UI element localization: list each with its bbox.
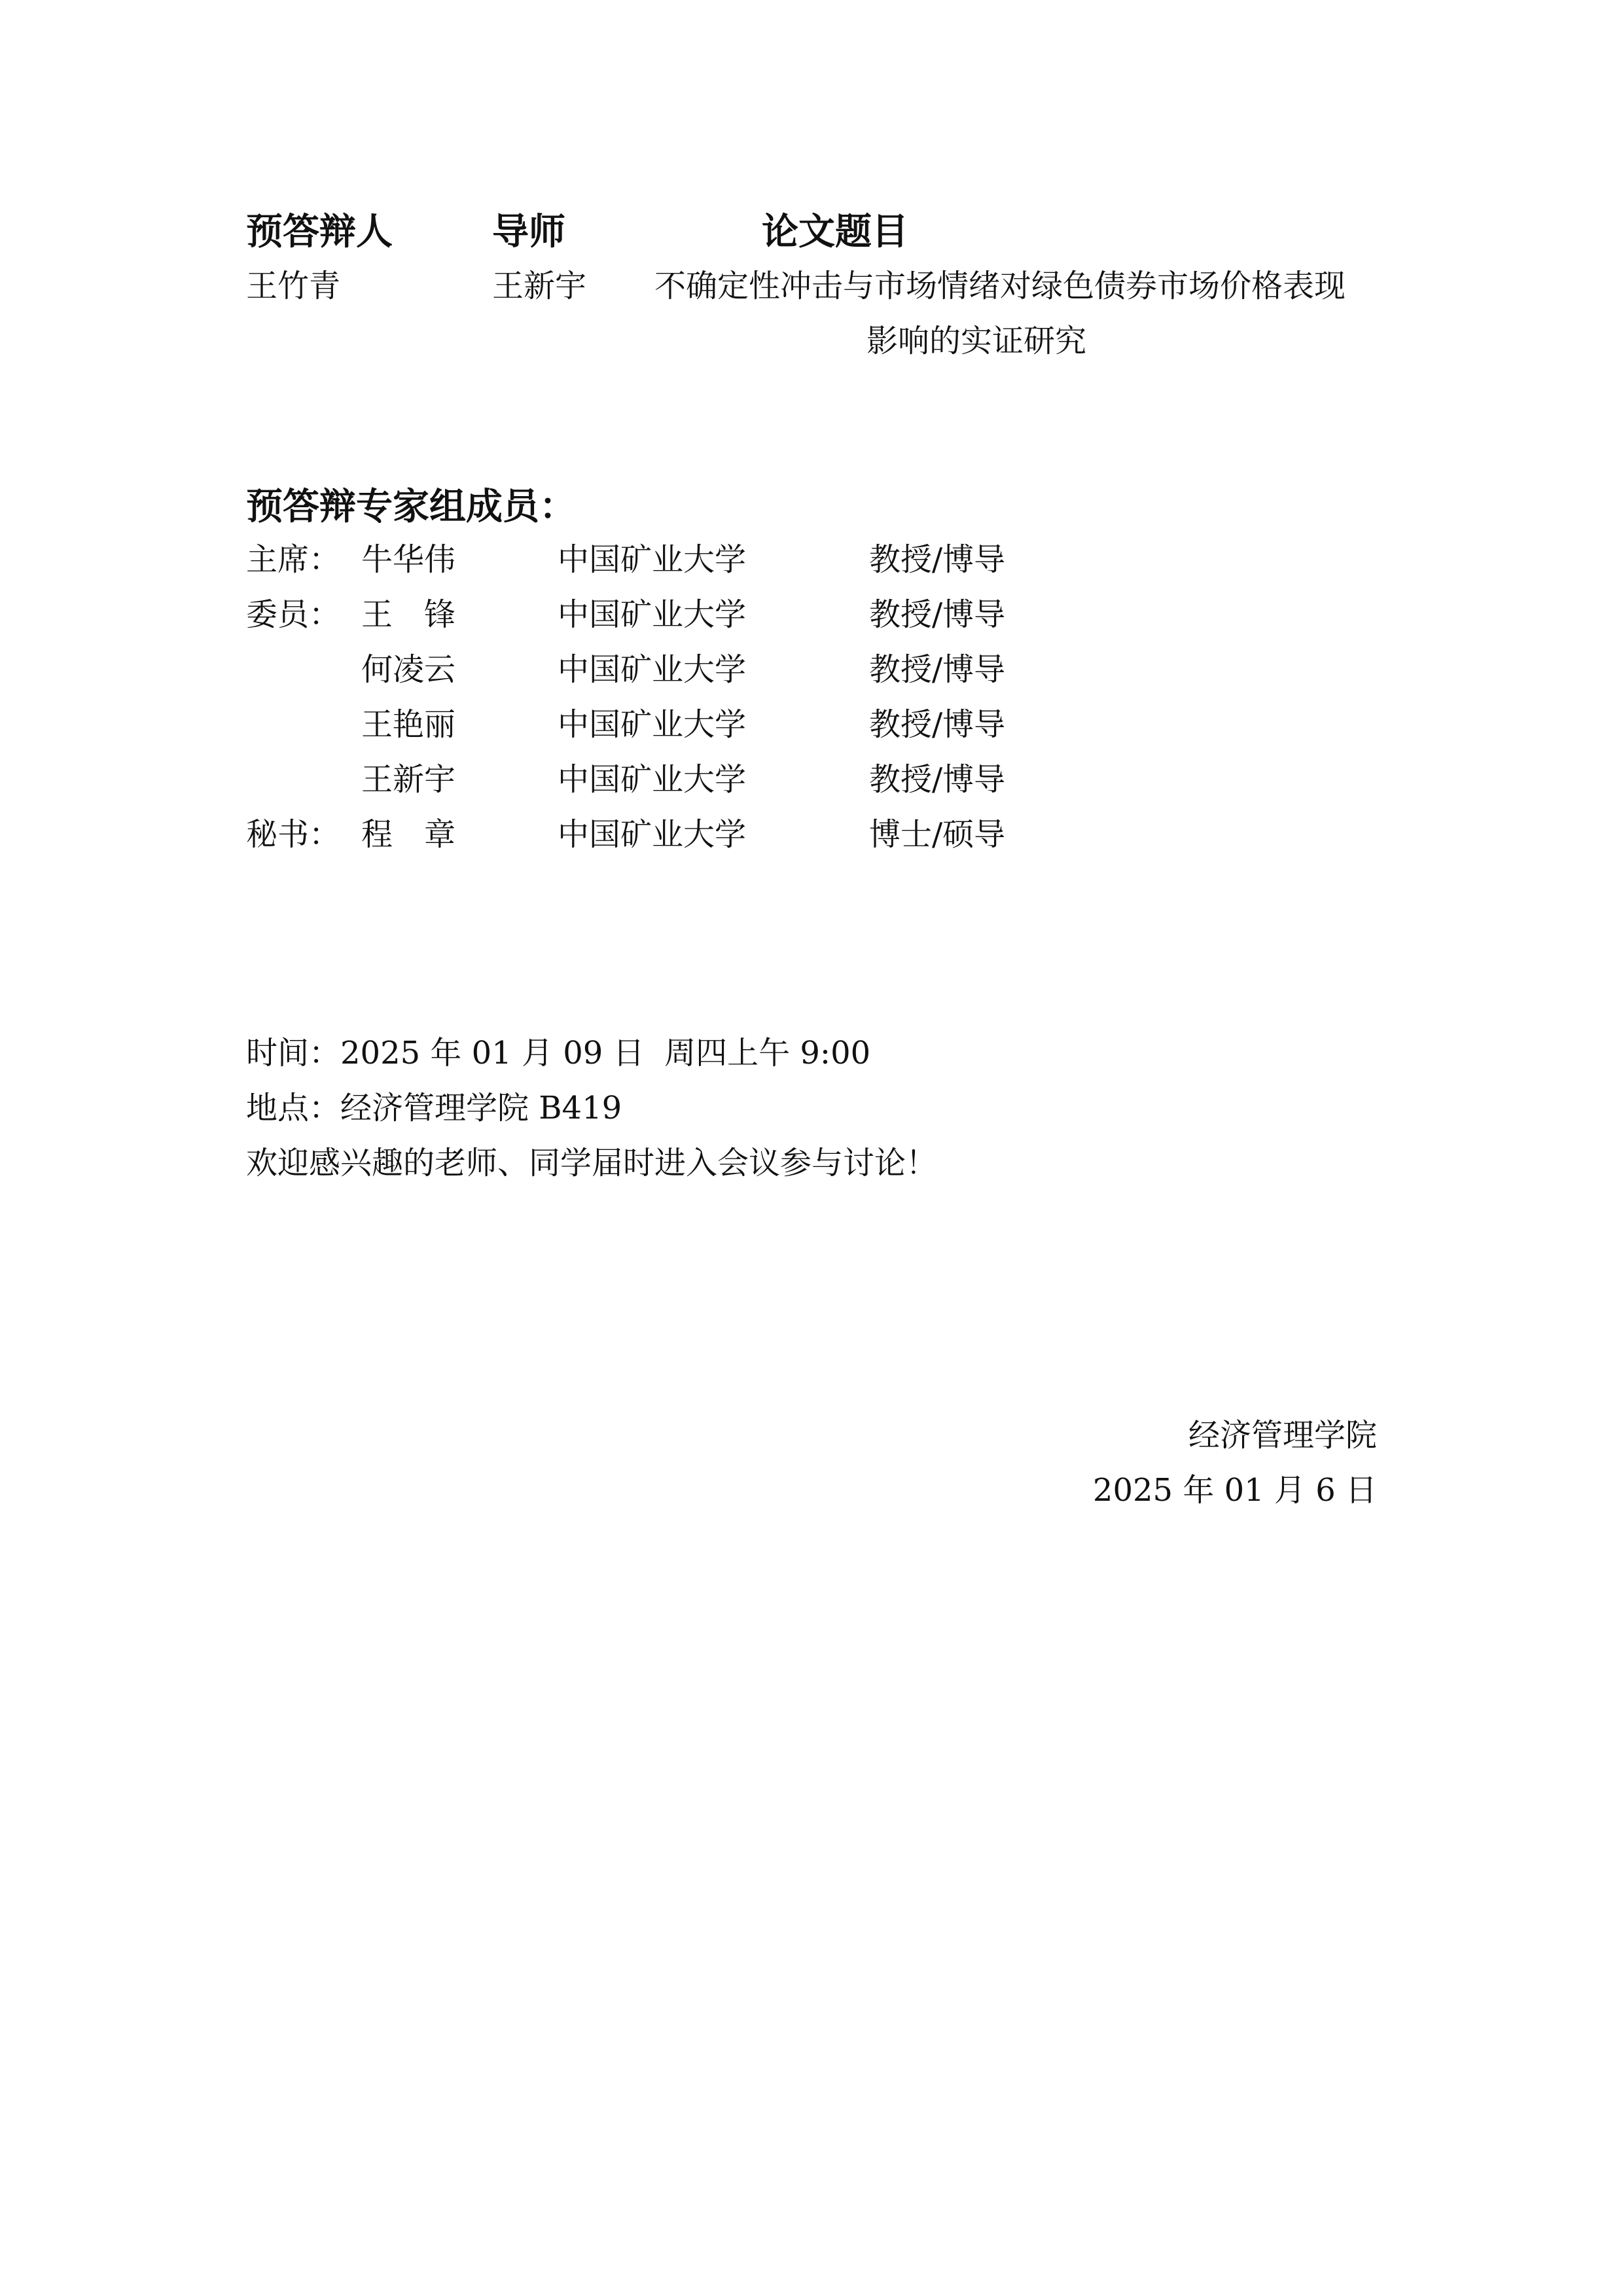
member-role: 秘书： <box>246 816 341 853</box>
meeting-place: 地点：经济管理学院 B419 <box>246 1090 622 1126</box>
member-institution: 中国矿业大学 <box>558 651 747 688</box>
signature-org: 经济管理学院 <box>1188 1417 1377 1454</box>
member-role: 主席： <box>246 541 341 578</box>
thesis-title-line2: 影响的实证研究 <box>866 323 1087 359</box>
meeting-time: 时间：2025 年 01 月 09 日 周四上午 9:00 <box>246 1035 871 1071</box>
member-title: 教授/博导 <box>869 596 1006 633</box>
member-name: 程 章 <box>361 816 456 853</box>
member-name: 王艳丽 <box>361 706 456 743</box>
advisor-name: 王新宇 <box>492 268 587 304</box>
member-institution: 中国矿业大学 <box>558 816 747 853</box>
member-role: 委员： <box>246 596 341 633</box>
signature-date: 2025 年 01 月 6 日 <box>1092 1472 1377 1509</box>
header-thesis-title: 论文题目 <box>762 210 908 253</box>
welcome-text: 欢迎感兴趣的老师、同学届时进入会议参与讨论！ <box>246 1145 938 1181</box>
member-institution: 中国矿业大学 <box>558 706 747 743</box>
member-title: 教授/博导 <box>869 541 1006 578</box>
member-institution: 中国矿业大学 <box>558 541 747 578</box>
committee-heading: 预答辩专家组成员： <box>246 485 576 528</box>
member-name: 牛华伟 <box>361 541 456 578</box>
member-title: 教授/博导 <box>869 761 1006 798</box>
thesis-title-line1: 不确定性冲击与市场情绪对绿色债券市场价格表现 <box>654 268 1346 304</box>
member-institution: 中国矿业大学 <box>558 596 747 633</box>
header-candidate: 预答辩人 <box>246 210 393 253</box>
member-title: 教授/博导 <box>869 651 1006 688</box>
member-name: 王新宇 <box>361 761 456 798</box>
member-name: 何凌云 <box>361 651 456 688</box>
member-title: 博士/硕导 <box>869 816 1006 853</box>
member-institution: 中国矿业大学 <box>558 761 747 798</box>
header-advisor: 导师 <box>492 210 565 253</box>
member-name: 王 锋 <box>361 596 456 633</box>
member-title: 教授/博导 <box>869 706 1006 743</box>
candidate-name: 王竹青 <box>246 268 341 304</box>
